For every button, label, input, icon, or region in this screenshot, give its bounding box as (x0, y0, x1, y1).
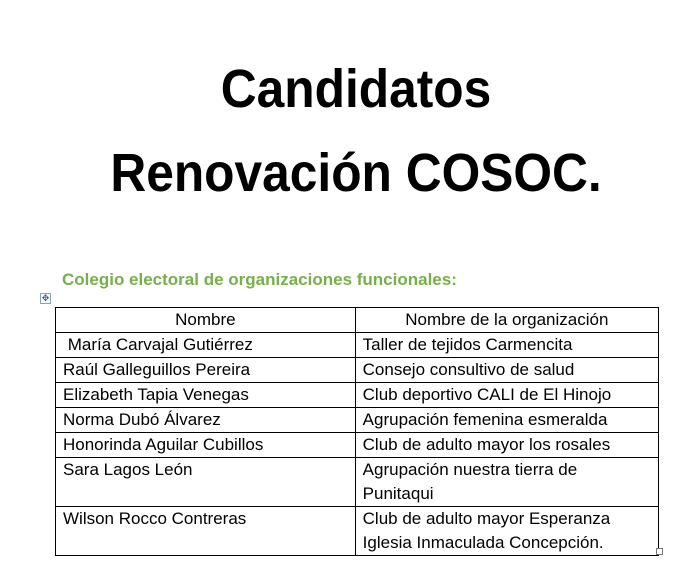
table-row (56, 333, 659, 358)
table-row (56, 433, 659, 458)
organization-name[interactable]: Taller de tejidos Carmencita (355, 333, 658, 358)
column-header-name: Nombre (56, 308, 356, 333)
table-row (56, 383, 659, 408)
table-header-row (56, 308, 659, 333)
organization-name[interactable]: Club deportivo CALI de El Hinojo (355, 383, 658, 408)
candidate-name[interactable]: Wilson Rocco Contreras (56, 507, 356, 556)
organization-name[interactable]: Agrupación femenina esmeralda (355, 408, 658, 433)
candidate-name[interactable]: Sara Lagos León (56, 458, 356, 507)
candidate-name[interactable]: Raúl Galleguillos Pereira (56, 358, 356, 383)
table-row (56, 358, 659, 383)
candidate-name[interactable]: Norma Dubó Álvarez (56, 408, 356, 433)
resize-square-icon[interactable] (656, 548, 663, 555)
candidates-table (55, 307, 659, 556)
column-header-organization: Nombre de la organización (355, 308, 658, 333)
candidate-name[interactable]: María Carvajal Gutiérrez (56, 333, 356, 358)
page-title-line-1: Candidatos (220, 59, 492, 119)
candidate-name[interactable]: Elizabeth Tapia Venegas (56, 383, 356, 408)
organization-name[interactable]: Club de adulto mayor los rosales (355, 433, 658, 458)
organization-name[interactable]: Consejo consultivo de salud (355, 358, 658, 383)
organization-name[interactable]: Club de adulto mayor Esperanza Iglesia Inmaculada Concepción. (355, 507, 658, 556)
section-subtitle: Colegio electoral de organizaciones funcionales: (62, 270, 457, 289)
page-title-line-2: Renovación COSOC. (110, 143, 602, 203)
table-row (56, 507, 659, 556)
table-row (56, 408, 659, 433)
move-cross-icon[interactable]: ✥ (41, 293, 50, 303)
table-row (56, 458, 659, 507)
candidate-name[interactable]: Honorinda Aguilar Cubillos (56, 433, 356, 458)
organization-name[interactable]: Agrupación nuestra tierra de Punitaqui (355, 458, 658, 507)
